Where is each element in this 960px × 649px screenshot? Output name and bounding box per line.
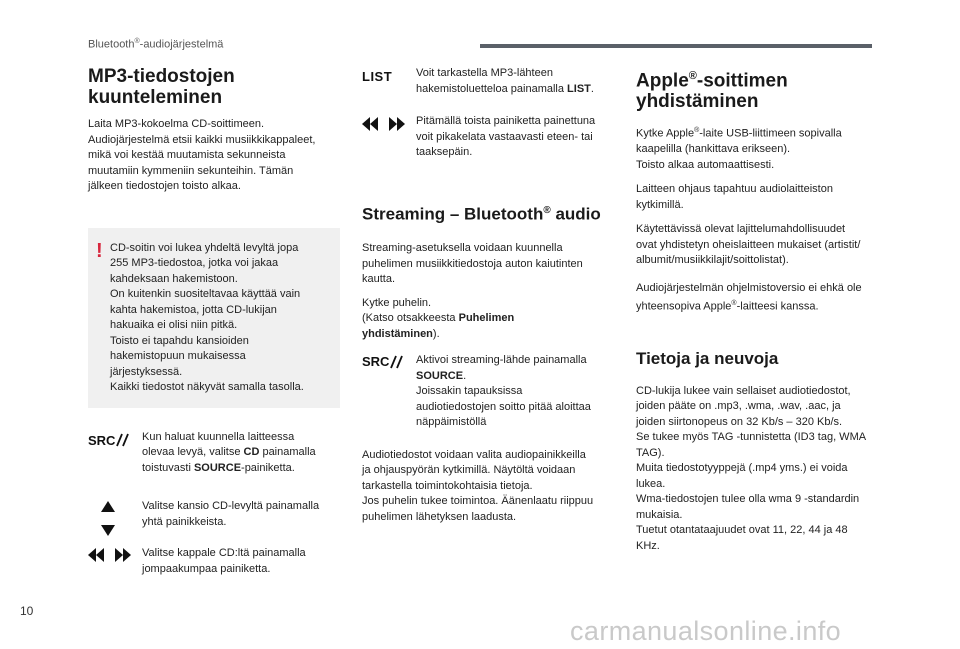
apple-control-text: Laitteen ohjaus tapahtuu audiolaitteiston kytkimillä.	[636, 183, 833, 211]
apple-connect-text: Kytke Apple®-laite USB-liittimeen sopivalla kaapelilla (hankittava erikseen). Toisto alkaa automaattisesti.	[636, 127, 842, 171]
streaming-intro: Streaming-asetuksella voidaan kuunnella puhelimen musiikkitiedostoja auton kaiutinten kautta.	[362, 242, 583, 286]
track-instruction	[88, 546, 340, 577]
section-header: Bluetooth®-audiojärjestelmä	[88, 38, 224, 51]
track-instruction-text: Valitse kappale CD:ltä painamalla jompaakumpaa painiketta.	[142, 547, 306, 575]
src-instruction-text: Kun haluat kuunnella laitteessa olevaa levyä, valitse CD painamalla toistuvasti SOURCE-painiketta.	[142, 430, 316, 474]
hold-instruction	[362, 114, 614, 161]
warning-text: CD-soitin voi lukea yhdeltä levyltä jopa 255 MP3-tiedostoa, jotka voi jakaa kahdeksaan hakemistoon. On kuitenkin suositeltavaa käyttää vain kahta hakemistoa, jotta CD-lukijan hakuaika ei olisi niin pitkä. Toisto ei tapahdu kansioiden hakemistopuun mukaisessa järjestyksessä. Kaikki tiedostot näkyvät samalla tasolla.	[110, 241, 304, 393]
warning-icon: !	[96, 239, 103, 262]
mp3-intro: Laita MP3-kokoelma CD-soittimeen. Audiojärjestelmä etsii kaikki musiikkikappaleet, mikä voi kestää muutamista sekunneista muutamiin kymmeniin sekunteihin. Tämän jälkeen tiedostojen toisto alkaa.	[88, 118, 316, 192]
tips-text: CD-lukija lukee vain sellaiset audiotiedostot, joiden pääte on .mp3, .wma, .wav, .aac, ja joiden siirtonopeus on 32 Kb/s – 320 Kb/s. Se tukee myös TAG -tunnistetta (ID3 tag, WMA TAG). Muita tiedostotyyppejä (.mp4 yms.) ei voida lukea. Wma-tiedostojen tulee olla wma 9 -standardin mukaisia. Tuetut otantataajuudet ovat 11, 22, 44 ja 48 KHz.	[636, 384, 867, 552]
column-mp3	[88, 66, 340, 577]
streaming-title: Streaming – Bluetooth® audio	[362, 204, 601, 224]
streaming-outro: Audiotiedostot voidaan valita audiopainikkeilla ja ohjauspyörän kytkimillä. Näytöltä voidaan tarkastella toimintokohtaisia tietoja. Jos puhelin tukee toimintoa. Äänenlaatu riippuu puhelimen lähetyksen laadusta.	[362, 448, 594, 523]
warning-box	[88, 228, 340, 408]
src-instruction	[88, 430, 340, 477]
folder-instruction	[88, 499, 340, 539]
src-button-icon: SRC	[88, 433, 131, 448]
seek-arrows-icon	[88, 548, 132, 562]
activate-instruction-text: Aktivoi streaming-lähde painamalla SOURCE. Joissakin tapauksissa audiotiedostojen soitto pitää aloittaa näppäimistöllä	[416, 354, 591, 429]
activate-instruction	[362, 353, 614, 431]
up-down-arrows-icon	[100, 499, 116, 539]
column-streaming	[362, 66, 614, 525]
tips-title: Tietoja ja neuvoja	[636, 348, 779, 368]
page-number: 10	[20, 604, 34, 618]
hold-instruction-text: Pitämällä toista painiketta painettuna voit pikakelata vastaavasti eteen- tai taaksepäin.	[416, 115, 596, 158]
list-instruction	[362, 66, 614, 97]
column-apple	[636, 66, 888, 554]
fast-seek-arrows-icon	[362, 117, 406, 131]
header-bar	[480, 44, 872, 48]
apple-sort-text: Käytettävissä olevat lajittelumahdollisuudet ovat yhdistetyn oheislaitteen mukaiset (artistit/ albumit/musiikkilajit/soittolistat).	[636, 223, 861, 267]
mp3-title: MP3-tiedostojen kuunteleminen	[88, 66, 235, 108]
folder-instruction-text: Valitse kansio CD-levyltä painamalla yhtä painikkeista.	[142, 500, 320, 528]
src-button-icon: SRC	[362, 354, 405, 369]
watermark: carmanualsonline.info	[570, 616, 842, 646]
apple-compat-text: Audiojärjestelmän ohjelmistoversio ei ehkä ole yhteensopiva Apple®-laitteesi kanssa.	[636, 281, 862, 314]
list-button-icon: LIST	[362, 69, 393, 84]
apple-title: Apple®-soittimen yhdistäminen	[636, 70, 788, 113]
list-instruction-text: Voit tarkastella MP3-lähteen hakemistoluetteloa painamalla LIST.	[416, 67, 594, 95]
connect-phone-text: Kytke puhelin. (Katso otsakkeesta Puhelimen yhdistäminen).	[362, 296, 515, 340]
